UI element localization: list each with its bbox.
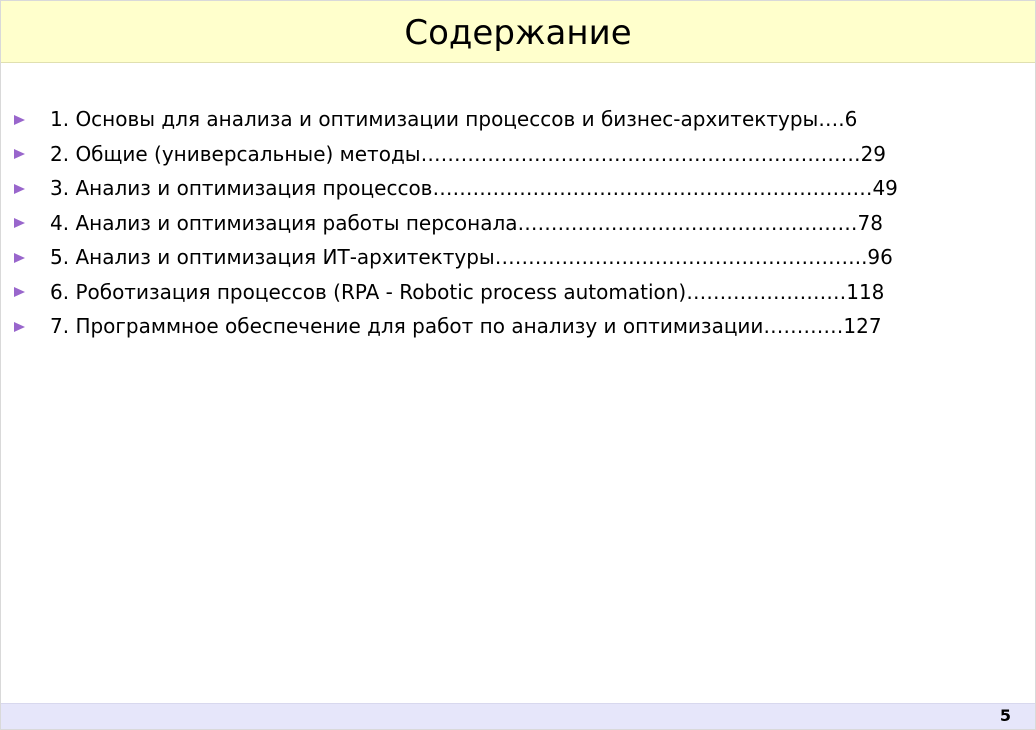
table-of-contents xyxy=(14,102,898,344)
toc-item-text: 7. Программное обеспечение для работ по анализу и оптимизации…………127 xyxy=(50,314,882,339)
triangle-bullet-icon xyxy=(14,149,25,159)
triangle-bullet-icon xyxy=(14,184,25,194)
page-number: 5 xyxy=(999,706,1011,725)
toc-item-text: 4. Анализ и оптимизация работы персонала……………………………………………78 xyxy=(50,210,883,235)
triangle-bullet-icon xyxy=(14,115,25,125)
toc-item xyxy=(14,275,898,310)
toc-item-text: 6. Роботизация процессов (RPA - Robotic process automation)……………………118 xyxy=(50,279,885,304)
triangle-bullet-icon xyxy=(14,218,25,228)
toc-item-text: 5. Анализ и оптимизация ИТ-архитектуры………………………………………………..96 xyxy=(50,245,893,270)
toc-item-text: 2. Общие (универсальные) методы…………………………………………………………29 xyxy=(50,141,887,166)
title-bar xyxy=(1,1,1035,63)
toc-item xyxy=(14,240,898,275)
slide-title: Содержание xyxy=(404,12,632,53)
triangle-bullet-icon xyxy=(14,253,25,263)
toc-item-text: 1. Основы для анализа и оптимизации процессов и бизнес-архитектуры….6 xyxy=(50,107,858,132)
triangle-bullet-icon xyxy=(14,287,25,297)
toc-item xyxy=(14,309,898,344)
toc-item-text: 3. Анализ и оптимизация процессов…………………………………………………………49 xyxy=(50,176,898,201)
footer-bar xyxy=(1,703,1035,729)
toc-item xyxy=(14,137,898,172)
toc-item xyxy=(14,171,898,206)
toc-item xyxy=(14,206,898,241)
toc-item xyxy=(14,102,898,137)
triangle-bullet-icon xyxy=(14,322,25,332)
